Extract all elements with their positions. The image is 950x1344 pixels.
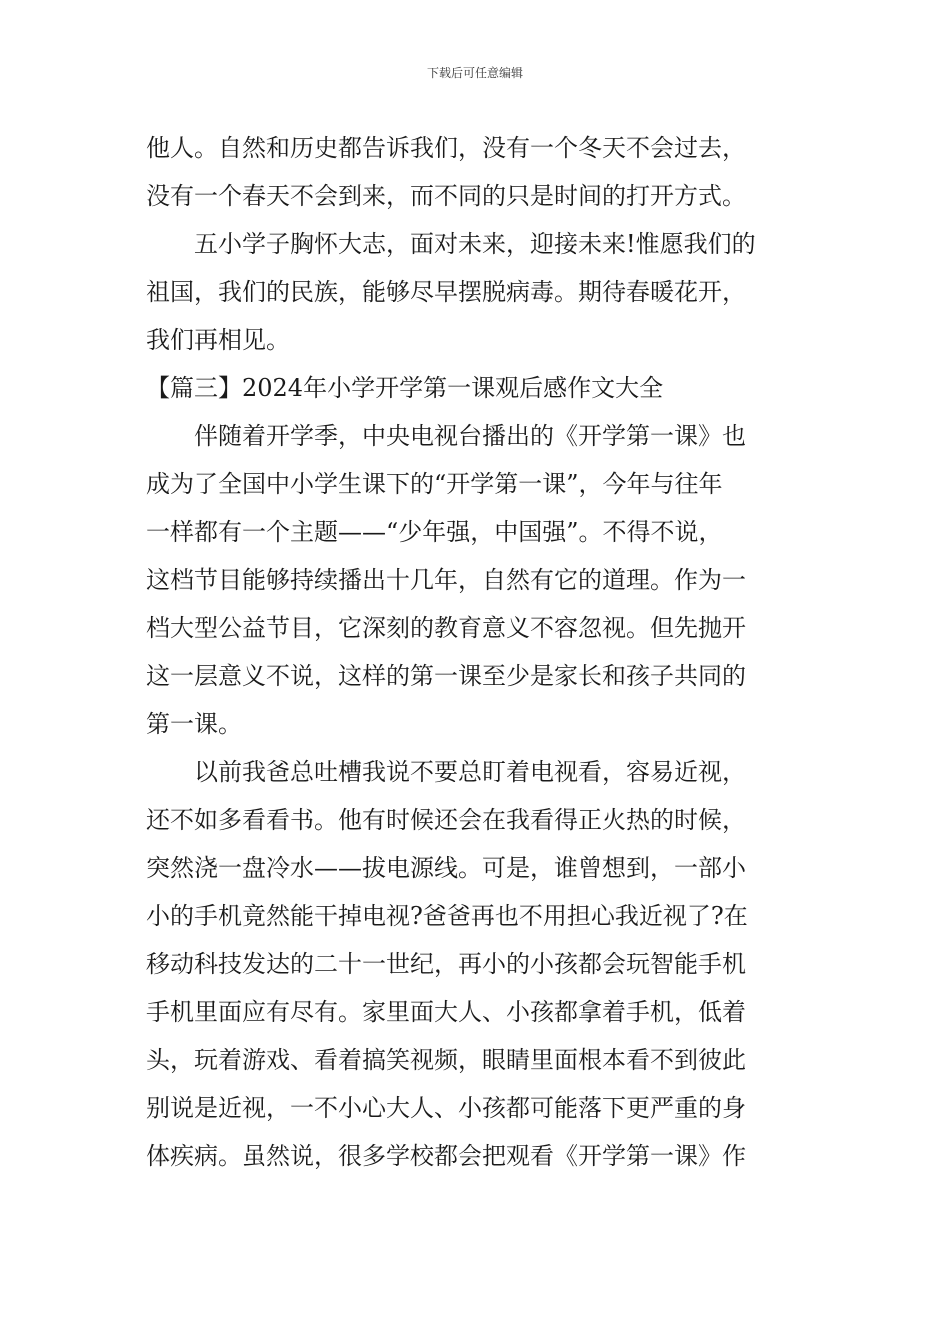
document-body: [146, 124, 806, 1180]
section-heading: 【篇三】2024年小学开学第一课观后感作文大全: [146, 374, 664, 402]
text-line: 第一课。: [146, 710, 242, 738]
text-line: 伴随着开学季，中央电视台播出的《开学第一课》也: [146, 422, 746, 450]
page-header: 下载后可任意编辑: [426, 66, 523, 80]
text-line: 档大型公益节目，它深刻的教育意义不容忽视。但先抛开: [146, 614, 746, 642]
text-line: 头，玩着游戏、看着搞笑视频，眼睛里面根本看不到彼此: [146, 1046, 746, 1074]
text-line: 一样都有一个主题——“少年强，中国强”。不得不说，: [146, 518, 723, 546]
text-line: 五小学子胸怀大志，面对未来，迎接未来!惟愿我们的: [146, 230, 756, 258]
text-line: 小的手机竟然能干掉电视?爸爸再也不用担心我近视了?在: [146, 902, 748, 930]
text-line: 以前我爸总吐槽我说不要总盯着电视看，容易近视，: [146, 758, 746, 786]
text-line: 别说是近视，一不小心大人、小孩都可能落下更严重的身: [146, 1094, 746, 1122]
text-line: 手机里面应有尽有。家里面大人、小孩都拿着手机，低着: [146, 998, 746, 1026]
text-line: 我们再相见。: [146, 326, 290, 354]
text-line: 成为了全国中小学生课下的“开学第一课”，今年与往年: [146, 470, 723, 498]
text-line: 体疾病。虽然说，很多学校都会把观看《开学第一课》作: [146, 1142, 746, 1170]
text-line: 这档节目能够持续播出十几年，自然有它的道理。作为一: [146, 566, 746, 594]
text-line: 祖国，我们的民族，能够尽早摆脱病毒。期待春暖花开，: [146, 278, 746, 306]
text-line: 还不如多看看书。他有时候还会在我看得正火热的时候，: [146, 806, 746, 834]
text-line: 移动科技发达的二十一世纪，再小的小孩都会玩智能手机: [146, 950, 746, 978]
text-line: 这一层意义不说，这样的第一课至少是家长和孩子共同的: [146, 662, 746, 690]
text-line: 没有一个春天不会到来，而不同的只是时间的打开方式。: [146, 182, 746, 210]
text-line: 突然浇一盘冷水——拔电源线。可是，谁曾想到，一部小: [146, 854, 746, 882]
text-line: 他人。自然和历史都告诉我们，没有一个冬天不会过去，: [146, 134, 746, 162]
